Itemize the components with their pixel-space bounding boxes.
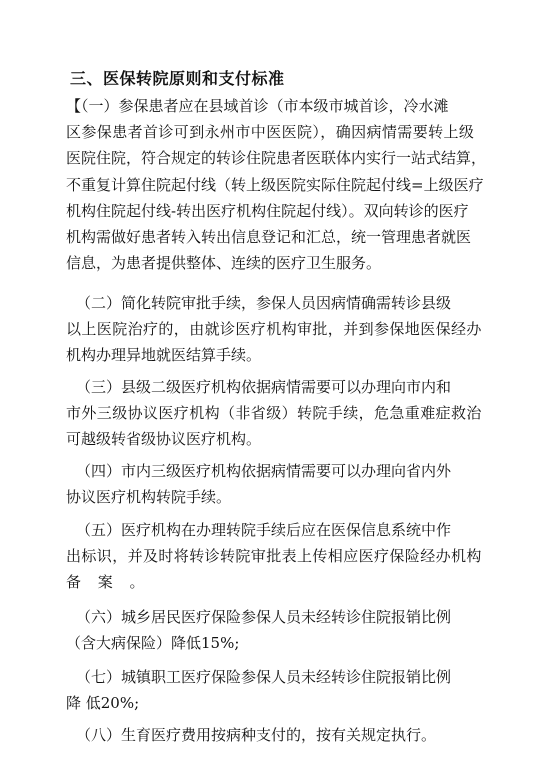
text-line: （二）简化转院审批手续，参保人员因病情确需转诊县级 [76,294,452,312]
text-line: （三）县级二级医疗机构依据病情需要可以办理向市内和 [76,378,452,396]
text-line: 出标识，并及时将转诊转院审批表上传相应医疗保险经办机构 [66,547,482,566]
paragraph-3 [66,374,494,453]
text-line: 降 低20%; [66,694,140,713]
text-line: 不重复计算住院起付线（转上级医院实际住院起付线=上级医疗 [66,175,484,194]
paragraph-7 [66,664,494,716]
text-line: 备 案 。 [66,573,151,592]
paragraph-5 [66,517,494,596]
text-line: 可越级转省级协议医疗机构。 [66,430,262,449]
text-line: （八）生育医疗费用按病种支付的，按有关规定执行。 [76,726,437,744]
text-line: 区参保患者首诊可到永州市中医医院），确因病情需要转上级 [66,123,475,142]
text-line: （七）城镇职工医疗保险参保人员未经转诊住院报销比例 [76,668,452,686]
paragraph-4 [66,458,494,510]
section-heading: 三、医保转院原则和支付标准 [70,69,285,88]
paragraph-6 [66,604,494,656]
text-line: （六）城乡居民医疗保险参保人员未经转诊住院报销比例 [76,608,452,626]
text-line: 信息，为患者提供整体、连续的医疗卫生服务。 [66,254,382,273]
text-line: 【（一）参保患者应在县域首诊（市本级市城首诊，冷水滩 [66,97,449,115]
text-line: 机构办理异地就医结算手续。 [66,346,262,365]
text-line: 协议医疗机构转院手续。 [66,488,232,507]
text-line: （含大病保险）降低15%; [66,634,240,653]
text-line: 机构住院起付线-转出医疗机构住院起付线）。双向转诊的医疗 [66,201,469,220]
text-line: （四）市内三级医疗机构依据病情需要可以办理向省内外 [76,462,452,480]
text-line: （五）医疗机构在办理转院手续后应在医保信息系统中作 [76,521,452,539]
paragraph-2 [66,290,494,369]
text-line: 市外三级协议医疗机构（非省级）转院手续，危急重难症救治 [66,404,482,423]
paragraph-8 [66,722,494,748]
text-line: 机构需做好患者转入转出信息登记和汇总，统一管理患者就医 [66,227,472,246]
text-line: 医院住院，符合规定的转诊住院患者医联体内实行一站式结算， [66,149,487,168]
paragraph-1 [66,93,494,276]
text-line: 以上医院治疗的，由就诊医疗机构审批，并到参保地医保经办 [66,320,482,339]
